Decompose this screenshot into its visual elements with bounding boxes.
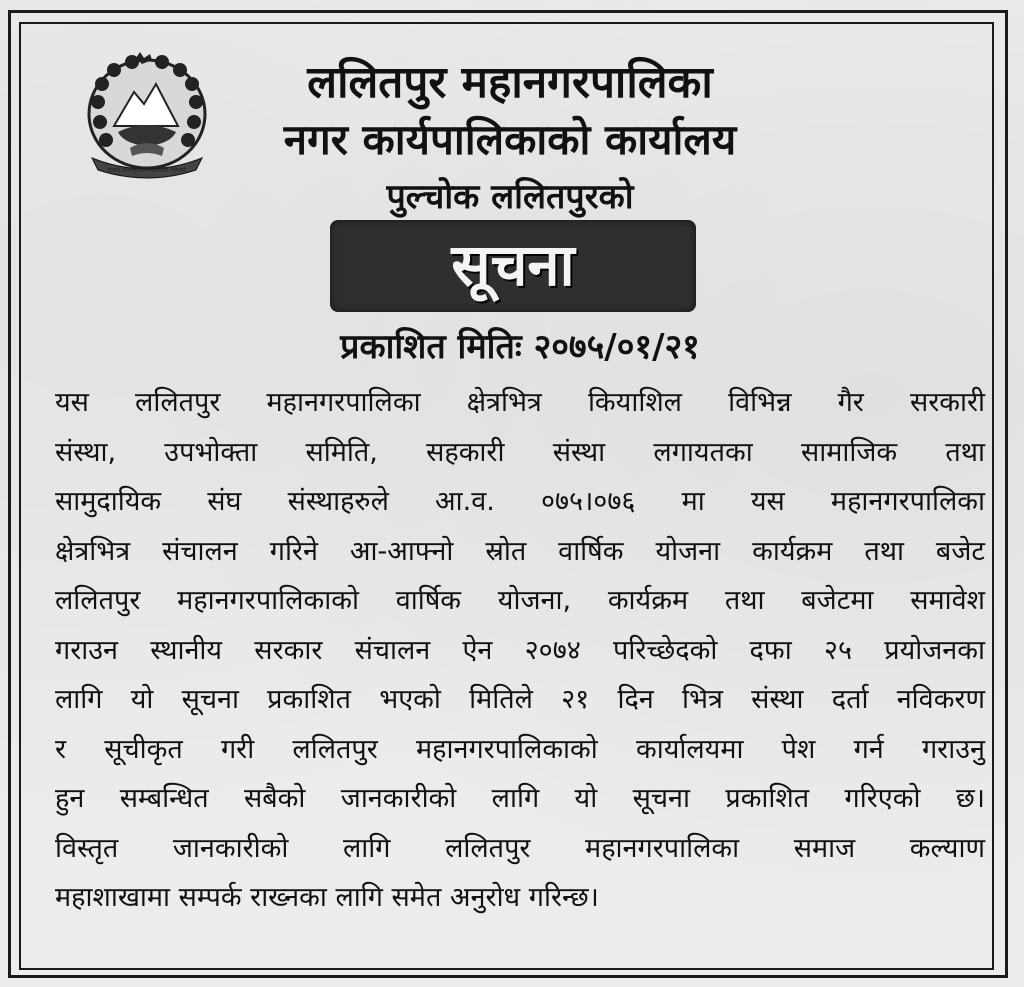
office-name: नगर कार्यपालिकाको कार्यालय: [283, 115, 737, 164]
notice-title: सूचना: [451, 231, 575, 299]
notice-body-line: सामुदायिक संघ संस्थाहरुले आ.व. ०७५।०७६ मा यस महानगरपालिका: [55, 486, 985, 517]
notice-title-box: [330, 220, 696, 312]
notice-body-line: र सूचीकृत गरी ललितपुर महानगरपालिकाको कार्यालयमा पेश गर्न गराउनु: [55, 733, 985, 765]
notice-body-line: हुन सम्बन्धित सबैको जानकारीको लागि यो सूचना प्रकाशित गरिएको छ।: [55, 783, 985, 814]
notice-body-line: क्षेत्रभित्र संचालन गरिने आ-आफ्नो स्रोत वार्षिक योजना कार्यक्रम तथा बजेट: [55, 535, 985, 567]
notice-body-line: ललितपुर महानगरपालिकाको वार्षिक योजना, कार्यक्रम तथा बजेटमा समावेश: [55, 585, 985, 616]
notice-body-line: संस्था, उपभोक्ता समिति, सहकारी संस्था लगायतका सामाजिक तथा: [55, 436, 985, 468]
notice-body-line: लागि यो सूचना प्रकाशित भएको मितिले २१ दिन भित्र संस्था दर्ता नविकरण: [55, 684, 985, 715]
nepal-government-emblem-icon: [78, 52, 216, 180]
emblem-motto: जननी जन्मभूमिश्च स्वर्गादपि गरीयसी: [107, 167, 187, 174]
notice-body-line: महाशाखामा सम्पर्क राख्नका लागि समेत अनुरोध गरिन्छ।: [55, 882, 599, 913]
office-location: पुल्चोक ललितपुरको: [386, 177, 634, 217]
notice-body-line: विस्तृत जानकारीको लागि ललितपुर महानगरपालिका समाज कल्याण: [55, 832, 985, 864]
published-date: प्रकाशित मितिः २०७५/०१/२१: [340, 327, 700, 367]
notice-body: [55, 378, 985, 923]
municipality-name: ललितपुर महानगरपालिका: [307, 57, 713, 108]
notice-body-line: गराउन स्थानीय सरकार संचालन ऐन २०७४ परिच्छेदको दफा २५ प्रयोजनका: [55, 634, 985, 666]
notice-body-line: यस ललितपुर महानगरपालिका क्षेत्रभित्र कियाशिल विभिन्न गैर सरकारी: [55, 387, 985, 418]
